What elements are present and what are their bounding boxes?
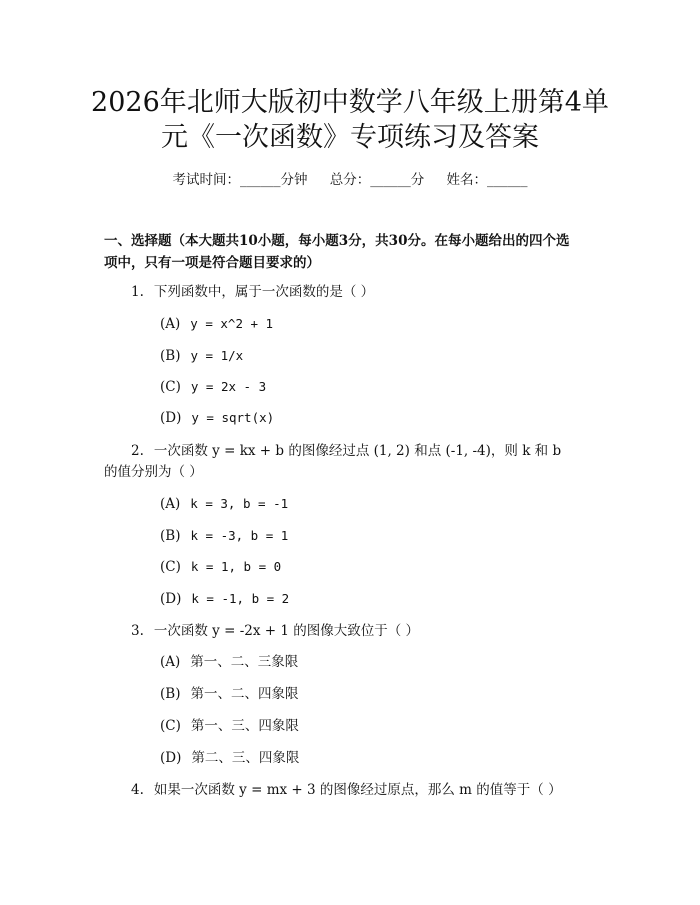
question-text: 一次函数 y = kx + b 的图像经过点 (1, 2) 和点 (-1, -4)，则 k 和 b bbox=[153, 443, 562, 459]
option-text: 第一、二、四象限 bbox=[190, 686, 299, 702]
question-text: 下列函数中，属于一次函数的是（ ） bbox=[153, 284, 375, 300]
option-text: 第一、三、四象限 bbox=[190, 718, 299, 734]
section-heading-line-2: 项中，只有一项是符合题目要求的） bbox=[104, 255, 320, 271]
option-label: (A) bbox=[160, 496, 181, 512]
option-text: 第二、三、四象限 bbox=[191, 750, 300, 766]
option-label: (B) bbox=[160, 528, 181, 544]
exam-info bbox=[0, 168, 700, 188]
option-label: (C) bbox=[160, 559, 181, 575]
question-number: 1. bbox=[131, 284, 144, 300]
option-text: y = 1/x bbox=[190, 348, 244, 363]
question-number: 3. bbox=[131, 623, 144, 639]
option-1d bbox=[160, 408, 274, 428]
student-name: 姓名：______ bbox=[446, 172, 528, 188]
option-label: (D) bbox=[160, 591, 182, 607]
option-1b bbox=[160, 346, 243, 366]
exam-total-score: 总分：______分 bbox=[329, 172, 425, 188]
option-2a bbox=[160, 494, 288, 514]
option-label: (D) bbox=[160, 410, 182, 426]
option-text: k = 1, b = 0 bbox=[190, 559, 282, 574]
option-1c bbox=[160, 377, 266, 397]
option-label: (A) bbox=[160, 654, 181, 670]
option-label: (C) bbox=[160, 379, 181, 395]
section-heading-line-1: 一、选择题（本大题共10小题，每小题3分，共30分。在每小题给出的四个选 bbox=[104, 233, 570, 249]
question-3 bbox=[131, 620, 419, 642]
option-3c bbox=[160, 716, 299, 736]
option-3b bbox=[160, 684, 298, 704]
question-number: 4. bbox=[131, 782, 144, 798]
option-label: (B) bbox=[160, 348, 181, 364]
option-2d bbox=[160, 589, 289, 609]
option-text: k = -1, b = 2 bbox=[191, 591, 290, 606]
option-label: (B) bbox=[160, 686, 181, 702]
exam-time: 考试时间：______分钟 bbox=[172, 172, 308, 188]
page-title-line-2: 元《一次函数》专项练习及答案 bbox=[161, 122, 539, 153]
option-text: y = x^2 + 1 bbox=[190, 316, 274, 331]
option-text: y = 2x - 3 bbox=[190, 379, 267, 394]
question-text: 一次函数 y = -2x + 1 的图像大致位于（ ） bbox=[153, 623, 420, 639]
question-2 bbox=[131, 440, 561, 462]
option-2b bbox=[160, 526, 288, 546]
question-text: 如果一次函数 y = mx + 3 的图像经过原点，那么 m 的值等于（ ） bbox=[153, 782, 562, 798]
option-text: k = -3, b = 1 bbox=[190, 528, 289, 543]
option-label: (C) bbox=[160, 718, 181, 734]
option-label: (D) bbox=[160, 750, 182, 766]
option-label: (A) bbox=[160, 316, 181, 332]
question-2-continued: 的值分别为（ ） bbox=[104, 464, 203, 480]
option-text: k = 3, b = -1 bbox=[190, 496, 289, 511]
question-4 bbox=[131, 779, 562, 801]
question-1 bbox=[131, 281, 374, 303]
page-title-line-1: 2026年北师大版初中数学八年级上册第4单 bbox=[91, 87, 609, 118]
question-number: 2. bbox=[131, 443, 144, 459]
option-text: y = sqrt(x) bbox=[191, 410, 275, 425]
option-3a bbox=[160, 652, 298, 672]
option-3d bbox=[160, 748, 299, 768]
option-2c bbox=[160, 557, 281, 577]
option-text: 第一、二、三象限 bbox=[190, 654, 299, 670]
option-1a bbox=[160, 314, 273, 334]
